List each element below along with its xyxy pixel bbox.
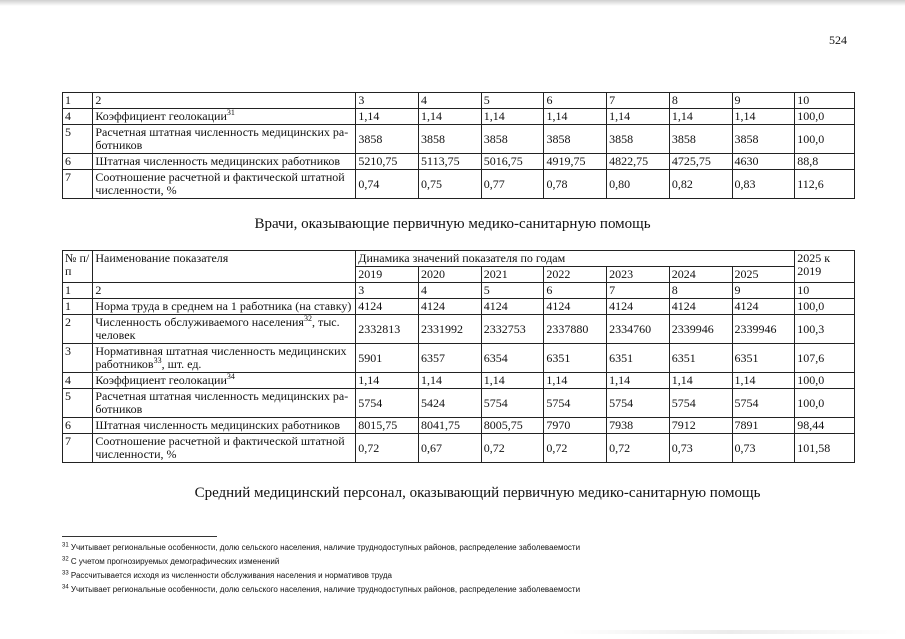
footnote-divider bbox=[62, 536, 217, 537]
column-number-cell: 8 bbox=[669, 93, 732, 109]
value-cell: 3858 bbox=[732, 125, 795, 154]
value-cell: 0,82 bbox=[669, 170, 732, 199]
indicator-name: Расчетная штатная численность медицинских ра- ботников bbox=[95, 125, 349, 152]
value-cell: 7938 bbox=[607, 418, 670, 434]
value-cell: 5754 bbox=[544, 389, 607, 418]
row-number-cell: 6 bbox=[63, 418, 93, 434]
value-cell: 6357 bbox=[418, 344, 481, 373]
value-cell: 5754 bbox=[356, 389, 419, 418]
indicator-name-cell bbox=[93, 125, 356, 154]
value-cell: 1,14 bbox=[544, 109, 607, 125]
value-cell: 1,14 bbox=[669, 109, 732, 125]
row-number-cell: 3 bbox=[63, 344, 93, 373]
indicator-name-cell bbox=[93, 418, 356, 434]
column-number-cell: 5 bbox=[481, 93, 544, 109]
value-cell: 8005,75 bbox=[481, 418, 544, 434]
value-cell: 8041,75 bbox=[418, 418, 481, 434]
row-number-cell: 2 bbox=[63, 315, 93, 344]
value-cell: 6351 bbox=[607, 344, 670, 373]
value-cell: 5754 bbox=[481, 389, 544, 418]
value-cell: 101,58 bbox=[795, 434, 855, 463]
value-cell: 1,14 bbox=[607, 373, 670, 389]
column-number-cell: 1 bbox=[63, 93, 93, 109]
value-cell: 6351 bbox=[544, 344, 607, 373]
value-cell: 107,6 bbox=[795, 344, 855, 373]
scan-edge bbox=[0, 0, 905, 6]
indicator-name: Коэффициент геолокации bbox=[95, 109, 227, 123]
value-cell: 6351 bbox=[732, 344, 795, 373]
column-number-cell: 3 bbox=[356, 93, 419, 109]
footnote bbox=[62, 555, 580, 569]
value-cell: 2334760 bbox=[607, 315, 670, 344]
value-cell: 0,72 bbox=[481, 434, 544, 463]
column-number-cell: 7 bbox=[607, 283, 670, 299]
indicator-name-cell bbox=[93, 299, 356, 315]
indicator-name-cell bbox=[93, 170, 356, 199]
value-cell: 1,14 bbox=[419, 109, 482, 125]
value-cell: 3858 bbox=[669, 125, 732, 154]
table-row bbox=[63, 389, 855, 418]
indicator-name-cell bbox=[93, 389, 356, 418]
footnote-text: С учетом прогнозируемых демографических изменений bbox=[68, 557, 280, 566]
row-number-cell: 1 bbox=[63, 299, 93, 315]
indicator-name-cell bbox=[93, 344, 356, 373]
footnotes bbox=[62, 541, 580, 597]
column-number-row bbox=[63, 93, 855, 109]
table-row bbox=[63, 373, 855, 389]
column-number-cell: 10 bbox=[795, 283, 855, 299]
footnote-text: Учитывает региональные особенности, долю сельского населения, наличие труднодоступных районов, распределение заболеваемости bbox=[68, 543, 581, 552]
value-cell: 1,14 bbox=[669, 373, 732, 389]
value-cell: 2337880 bbox=[544, 315, 607, 344]
year-header-cell: 2024 bbox=[669, 267, 732, 283]
indicator-name: Нормативная штатная численность медицинских работников bbox=[95, 344, 347, 371]
value-cell: 4124 bbox=[418, 299, 481, 315]
col-header-ratio: 2025 к 2019 bbox=[795, 251, 855, 283]
value-cell: 4919,75 bbox=[544, 154, 607, 170]
value-cell: 3858 bbox=[544, 125, 607, 154]
year-header-cell: 2020 bbox=[418, 267, 481, 283]
footnote-mark: 34 bbox=[62, 584, 69, 591]
value-cell: 7891 bbox=[732, 418, 795, 434]
indicator-name: Соотношение расчетной и фактической штатной численности, % bbox=[95, 434, 345, 461]
table-row bbox=[63, 109, 855, 125]
value-cell: 7912 bbox=[669, 418, 732, 434]
value-cell: 100,0 bbox=[795, 109, 855, 125]
row-number-cell: 7 bbox=[63, 434, 93, 463]
column-number-cell: 7 bbox=[607, 93, 670, 109]
footnote-text: Рассчитывается исходя из численности обслуживания населения и нормативов труда bbox=[68, 571, 392, 580]
table-row bbox=[63, 299, 855, 315]
section-heading-doctors: Врачи, оказывающие первичную медико-санитарную помощь bbox=[254, 216, 651, 232]
value-cell: 5754 bbox=[669, 389, 732, 418]
indicator-name-cell bbox=[93, 109, 356, 125]
table-doctors bbox=[62, 250, 855, 463]
value-cell: 3858 bbox=[356, 125, 419, 154]
row-number-cell: 4 bbox=[63, 109, 93, 125]
value-cell: 5754 bbox=[607, 389, 670, 418]
row-number-cell: 5 bbox=[63, 125, 93, 154]
row-number-cell: 6 bbox=[63, 154, 93, 170]
indicator-name: Штатная численность медицинских работников bbox=[95, 154, 341, 168]
year-header-cell: 2023 bbox=[607, 267, 670, 283]
footnote-ref: 34 bbox=[226, 372, 235, 381]
column-number-cell: 5 bbox=[481, 283, 544, 299]
table-row bbox=[63, 154, 855, 170]
value-cell: 3858 bbox=[419, 125, 482, 154]
table-row bbox=[63, 125, 855, 154]
footnote-mark: 32 bbox=[62, 556, 69, 563]
value-cell: 0,72 bbox=[607, 434, 670, 463]
section-heading-nurses: Средний медицинский персонал, оказывающий первичную медико-санитарную помощь bbox=[194, 485, 761, 501]
value-cell: 88,8 bbox=[795, 154, 855, 170]
value-cell: 2339946 bbox=[732, 315, 795, 344]
value-cell: 0,73 bbox=[669, 434, 732, 463]
footnote-text: Учитывает региональные особенности, долю сельского населения, наличие труднодоступных районов, распределение заболеваемости bbox=[68, 585, 581, 594]
column-number-cell: 6 bbox=[544, 93, 607, 109]
table-row bbox=[63, 434, 855, 463]
value-cell: 0,72 bbox=[356, 434, 419, 463]
footnote-mark: 33 bbox=[62, 570, 69, 577]
value-cell: 4124 bbox=[356, 299, 419, 315]
column-number-cell: 4 bbox=[418, 283, 481, 299]
value-cell: 0,75 bbox=[419, 170, 482, 199]
column-number-cell: 6 bbox=[544, 283, 607, 299]
footnote-mark: 31 bbox=[62, 542, 69, 549]
value-cell: 5016,75 bbox=[481, 154, 544, 170]
column-number-cell: 2 bbox=[93, 283, 356, 299]
value-cell: 1,14 bbox=[481, 109, 544, 125]
indicator-name-cell bbox=[93, 154, 356, 170]
table-primary-care-continued bbox=[62, 92, 855, 199]
value-cell: 1,14 bbox=[356, 109, 419, 125]
table-row bbox=[63, 315, 855, 344]
value-cell: 0,67 bbox=[418, 434, 481, 463]
value-cell: 4124 bbox=[607, 299, 670, 315]
value-cell: 5113,75 bbox=[419, 154, 482, 170]
table-row bbox=[63, 344, 855, 373]
value-cell: 4124 bbox=[669, 299, 732, 315]
value-cell: 8015,75 bbox=[356, 418, 419, 434]
footnote-ref: 31 bbox=[226, 108, 235, 117]
footnote bbox=[62, 583, 580, 597]
value-cell: 100,0 bbox=[795, 299, 855, 315]
row-number-cell: 4 bbox=[63, 373, 93, 389]
col-header-no: № п/п bbox=[63, 251, 93, 283]
scan-smudge bbox=[560, 630, 900, 634]
column-number-cell: 8 bbox=[669, 283, 732, 299]
footnote-ref: 32 bbox=[303, 314, 312, 323]
table-row bbox=[63, 418, 855, 434]
year-header-cell: 2019 bbox=[356, 267, 419, 283]
table-row bbox=[63, 170, 855, 199]
indicator-name-suffix: , тыс. человек bbox=[95, 315, 340, 342]
indicator-name-suffix: , шт. ед. bbox=[161, 357, 202, 371]
value-cell: 0,72 bbox=[544, 434, 607, 463]
value-cell: 1,14 bbox=[356, 373, 419, 389]
page-number: 524 bbox=[829, 33, 847, 47]
col-header-dynamics: Динамика значений показателя по годам bbox=[356, 251, 795, 267]
value-cell: 4725,75 bbox=[669, 154, 732, 170]
indicator-name: Численность обслуживаемого населения bbox=[95, 315, 304, 329]
value-cell: 100,0 bbox=[795, 125, 855, 154]
indicator-name: Соотношение расчетной и фактической штатной численности, % bbox=[95, 170, 345, 197]
indicator-name-cell bbox=[93, 434, 356, 463]
value-cell: 100,0 bbox=[795, 373, 855, 389]
value-cell: 7970 bbox=[544, 418, 607, 434]
value-cell: 1,14 bbox=[607, 109, 670, 125]
value-cell: 0,77 bbox=[481, 170, 544, 199]
value-cell: 1,14 bbox=[481, 373, 544, 389]
value-cell: 4124 bbox=[481, 299, 544, 315]
column-number-cell: 9 bbox=[732, 283, 795, 299]
value-cell: 1,14 bbox=[732, 109, 795, 125]
column-number-row bbox=[63, 283, 855, 299]
column-number-cell: 1 bbox=[63, 283, 93, 299]
column-number-cell: 9 bbox=[732, 93, 795, 109]
value-cell: 112,6 bbox=[795, 170, 855, 199]
value-cell: 100,0 bbox=[795, 389, 855, 418]
row-number-cell: 7 bbox=[63, 170, 93, 199]
column-number-cell: 2 bbox=[93, 93, 356, 109]
value-cell: 2332753 bbox=[481, 315, 544, 344]
indicator-name: Штатная численность медицинских работников bbox=[95, 418, 341, 432]
footnote bbox=[62, 569, 580, 583]
footnote bbox=[62, 541, 580, 555]
indicator-name-cell bbox=[93, 373, 356, 389]
value-cell: 5424 bbox=[418, 389, 481, 418]
year-header-cell: 2022 bbox=[544, 267, 607, 283]
value-cell: 6351 bbox=[669, 344, 732, 373]
value-cell: 0,78 bbox=[544, 170, 607, 199]
value-cell: 2331992 bbox=[418, 315, 481, 344]
value-cell: 3858 bbox=[607, 125, 670, 154]
value-cell: 2339946 bbox=[669, 315, 732, 344]
value-cell: 5210,75 bbox=[356, 154, 419, 170]
column-number-cell: 3 bbox=[356, 283, 419, 299]
value-cell: 1,14 bbox=[732, 373, 795, 389]
row-number-cell: 5 bbox=[63, 389, 93, 418]
year-header-cell: 2025 bbox=[732, 267, 795, 283]
value-cell: 3858 bbox=[481, 125, 544, 154]
value-cell: 0,73 bbox=[732, 434, 795, 463]
value-cell: 4630 bbox=[732, 154, 795, 170]
indicator-name: Норма труда в среднем на 1 работника (на ставку) bbox=[95, 299, 352, 313]
value-cell: 6354 bbox=[481, 344, 544, 373]
indicator-name-cell bbox=[93, 315, 356, 344]
value-cell: 4822,75 bbox=[607, 154, 670, 170]
col-header-name: Наименование показателя bbox=[93, 251, 356, 283]
column-number-cell: 4 bbox=[419, 93, 482, 109]
year-header-cell: 2021 bbox=[481, 267, 544, 283]
value-cell: 5754 bbox=[732, 389, 795, 418]
value-cell: 1,14 bbox=[544, 373, 607, 389]
value-cell: 0,80 bbox=[607, 170, 670, 199]
value-cell: 4124 bbox=[732, 299, 795, 315]
footnote-ref: 33 bbox=[153, 356, 162, 365]
value-cell: 1,14 bbox=[418, 373, 481, 389]
column-number-cell: 10 bbox=[795, 93, 855, 109]
value-cell: 4124 bbox=[544, 299, 607, 315]
value-cell: 98,44 bbox=[795, 418, 855, 434]
value-cell: 0,74 bbox=[356, 170, 419, 199]
value-cell: 100,3 bbox=[795, 315, 855, 344]
value-cell: 2332813 bbox=[356, 315, 419, 344]
value-cell: 0,83 bbox=[732, 170, 795, 199]
indicator-name: Коэффициент геолокации bbox=[95, 373, 227, 387]
value-cell: 5901 bbox=[356, 344, 419, 373]
indicator-name: Расчетная штатная численность медицинских ра- ботников bbox=[95, 389, 349, 416]
